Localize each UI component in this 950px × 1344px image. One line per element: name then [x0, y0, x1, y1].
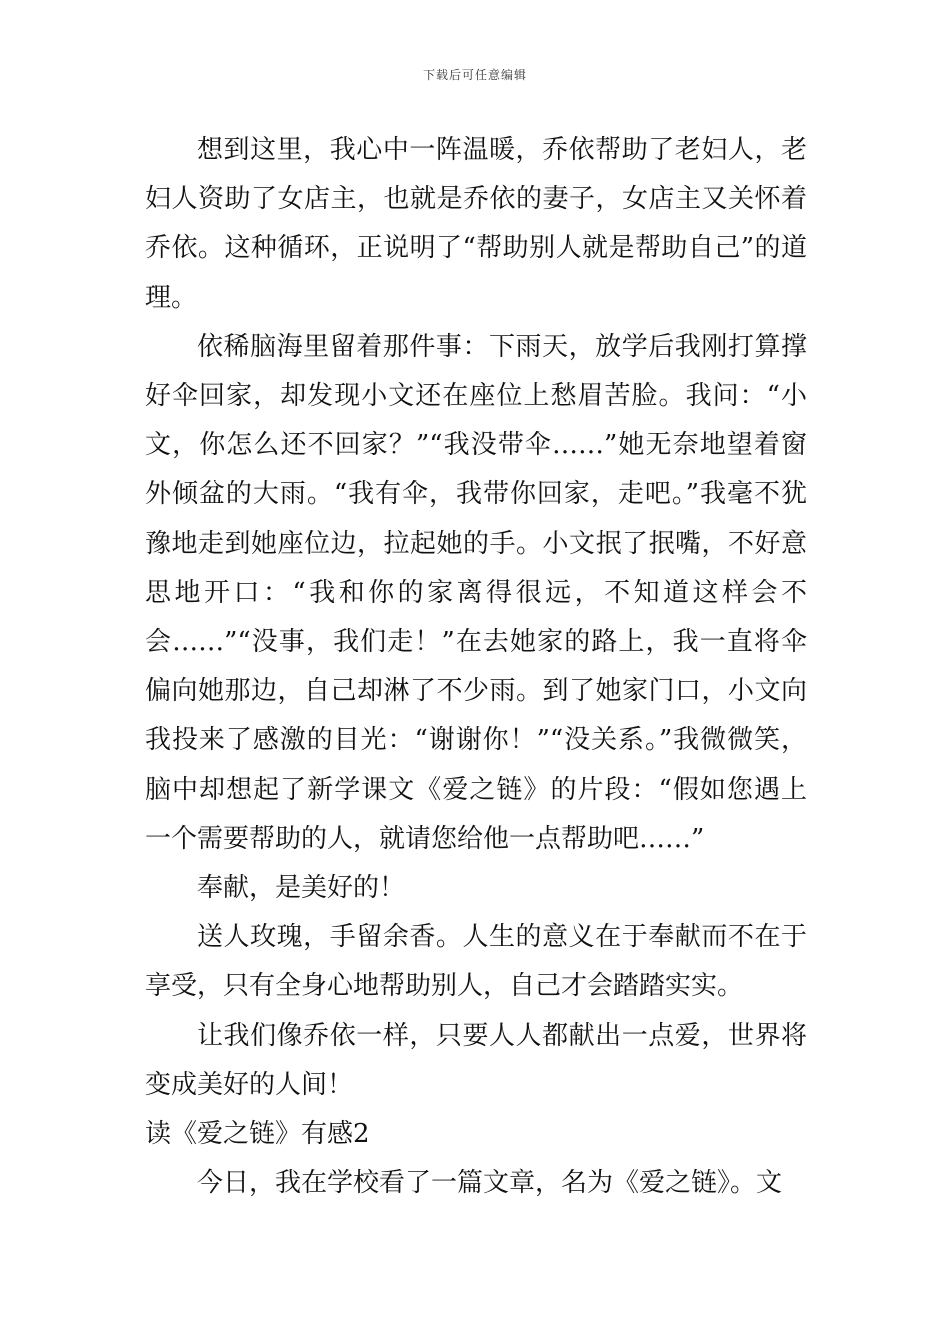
section-title: 读《爱之链》有感2 — [145, 1119, 370, 1150]
page-header-note: 下载后可任意编辑 — [422, 68, 527, 82]
paragraph-roses: 送人玫瑰，手留余香。人生的意义在于奉献而不在于享受，只有全身心地帮助别人，自己才会踏踏实实。 — [145, 922, 807, 1002]
paragraph-umbrella-story: 依稀脑海里留着那件事：下雨天，放学后我刚打算撑好伞回家，却发现小文还在座位上愁眉苦脸。我问：“小文，你怎么还不回家？”“我没带伞……”她无奈地望着窗外倾盆的大雨。“我有伞，我带你回家，走吧。”我毫不犹豫地走到她座位边，拉起她的手。小文抿了抿嘴，不好意思地开口：“我和你的家离得很远，不知道这样会不会……”“没事，我们走！”在去她家的路上，我一直将伞偏向她那边，自己却淋了不少雨。到了她家门口，小文向我投来了感激的目光：“谢谢你！”“没关系。”我微微笑，脑中却想起了新学课文《爱之链》的片段：“假如您遇上一个需要帮助的人，就请您给他一点帮助吧……” — [145, 331, 807, 854]
paragraph-reflection: 想到这里，我心中一阵温暖，乔依帮助了老妇人，老妇人资助了女店主，也就是乔依的妻子，女店主又关怀着乔依。这种循环，正说明了“帮助别人就是帮助自己”的道理。 — [145, 135, 807, 313]
paragraph-dedication: 奉献，是美好的！ — [197, 873, 406, 904]
paragraph-next-essay-start: 今日，我在学校看了一篇文章，名为《爱之链》。文 — [197, 1168, 783, 1199]
document-body — [145, 126, 807, 1208]
paragraph-conclusion: 让我们像乔依一样，只要人人都献出一点爱，世界将变成美好的人间！ — [145, 1020, 807, 1100]
